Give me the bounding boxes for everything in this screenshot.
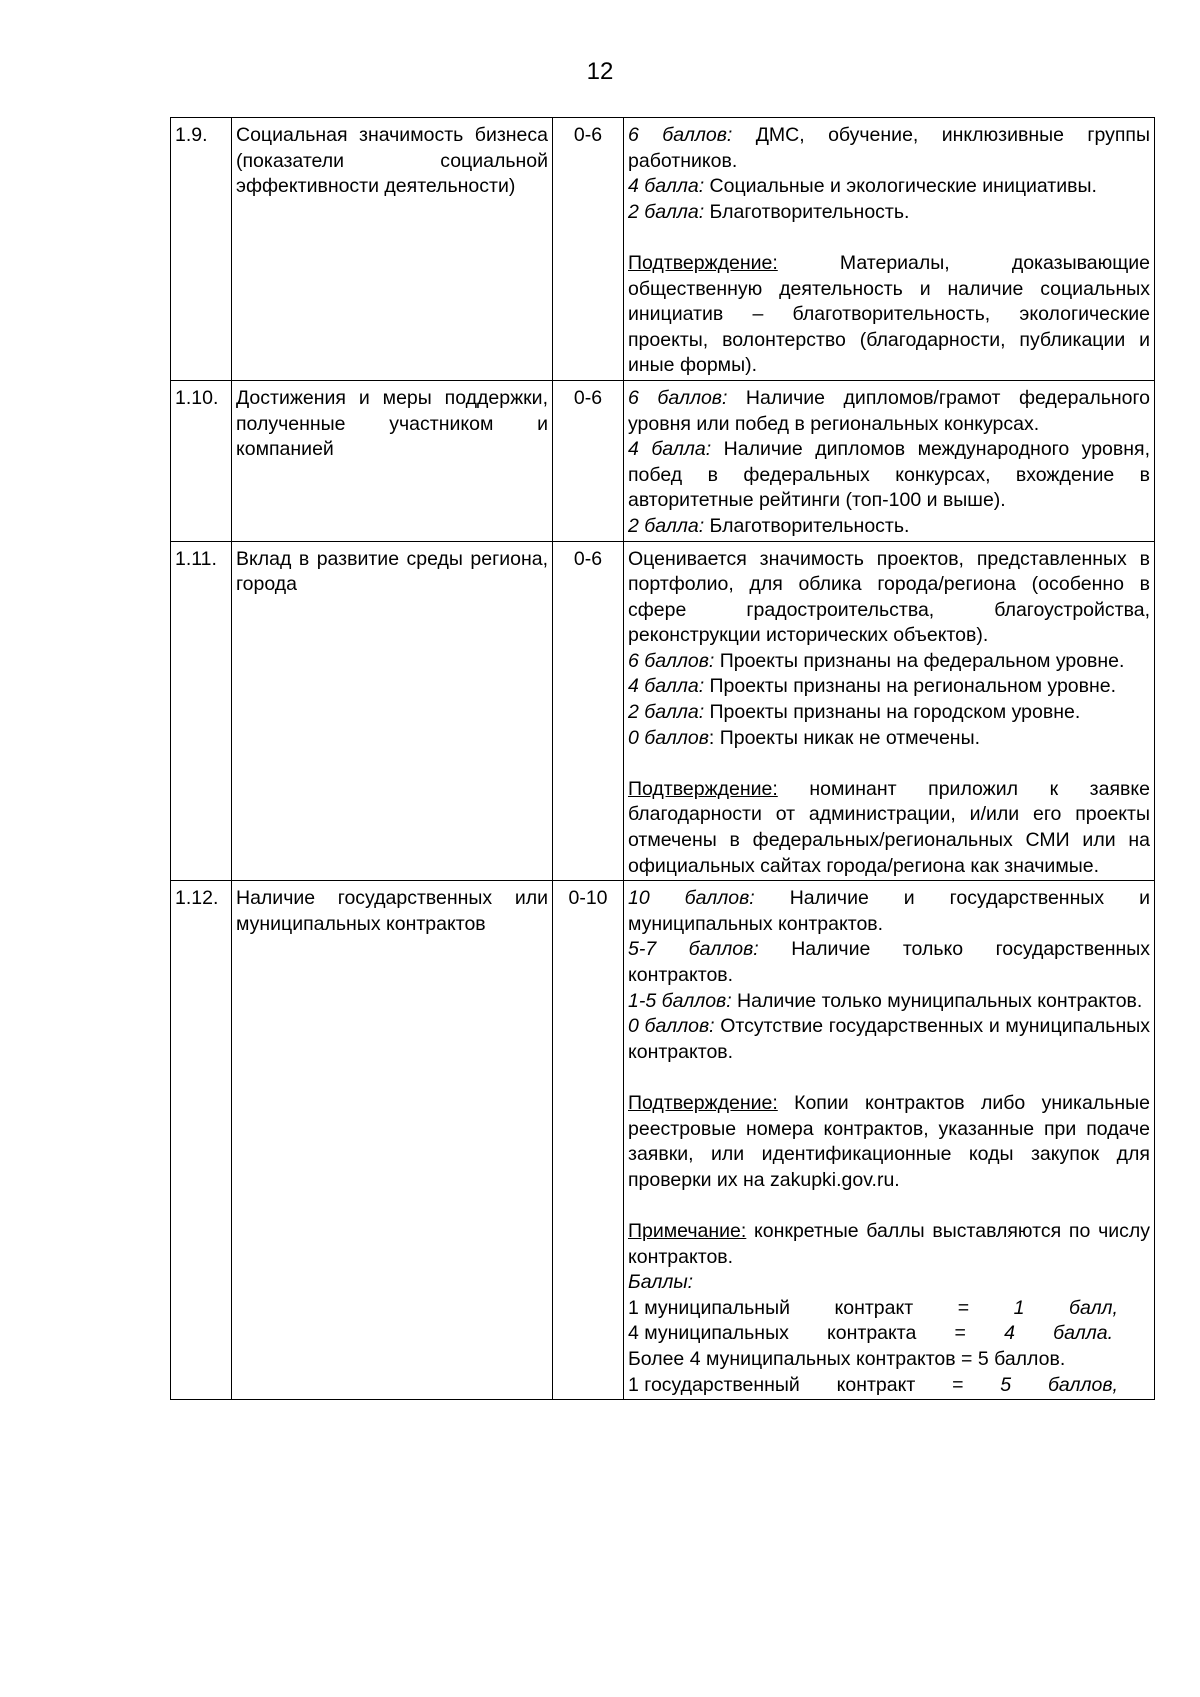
score-level: 4 балла: Проекты признаны на региональном уровне. xyxy=(628,675,1117,698)
table-row xyxy=(171,380,1155,541)
points-line: Более 4 муниципальных контрактов = 5 баллов. xyxy=(628,1347,1066,1370)
score-range: 0-6 xyxy=(553,118,624,381)
criterion-description xyxy=(624,881,1155,1400)
row-number: 1.9. xyxy=(171,118,232,381)
points-line: 1 муниципальный контракт = 1 балл, xyxy=(628,1296,1118,1319)
points-line: 4 муниципальных контракта = 4 балла. xyxy=(628,1322,1113,1345)
row-number: 1.12. xyxy=(171,881,232,1400)
page-number: 12 xyxy=(586,58,614,85)
score-level: 0 баллов: Проекты никак не отмечены. xyxy=(628,726,980,749)
score-level: 5-7 баллов: Наличие только государственных контрактов. xyxy=(628,938,1150,986)
row-number: 1.11. xyxy=(171,541,232,881)
criterion-name: Вклад в развитие среды региона, города xyxy=(232,541,553,881)
criterion-name: Достижения и меры поддержки, полученные участником и компанией xyxy=(232,380,553,541)
score-level: 0 баллов: Отсутствие государственных и муниципальных контрактов. xyxy=(628,1015,1150,1063)
criterion-description xyxy=(624,541,1155,881)
criterion-name: Наличие государственных или муниципальных контрактов xyxy=(232,881,553,1400)
score-level: 4 балла: Социальные и экологические инициативы. xyxy=(628,175,1097,198)
confirmation: Подтверждение: Материалы, доказывающие общественную деятельность и наличие социальных инициатив – благотворительность, экологические проекты, волонтерство (благодарности, публикации и иные формы). xyxy=(628,251,1150,377)
score-range: 0-6 xyxy=(553,541,624,881)
score-level: 2 балла: Благотворительность. xyxy=(628,200,910,223)
points-heading: Баллы: xyxy=(628,1271,694,1294)
intro-text: Оценивается значимость проектов, представленных в портфолио, для облика города/региона (особенно в сфере градостроительства, благоустройства, реконструкции исторических объектов). xyxy=(628,547,1150,647)
score-level: 1-5 баллов: Наличие только муниципальных контрактов. xyxy=(628,989,1143,1012)
table-row xyxy=(171,881,1155,1400)
table-row xyxy=(171,541,1155,881)
criterion-description xyxy=(624,380,1155,541)
score-level: 2 балла: Проекты признаны на городском уровне. xyxy=(628,701,1081,724)
score-range: 0-10 xyxy=(553,881,624,1400)
score-level: 6 баллов: Проекты признаны на федеральном уровне. xyxy=(628,649,1125,672)
confirmation: Подтверждение: номинант приложил к заявке благодарности от администрации, и/или его проекты отмечены в федеральных/региональных СМИ или на официальных сайтах города/региона как значимые. xyxy=(628,777,1150,877)
criteria-table xyxy=(170,117,1155,1400)
score-level: 2 балла: Благотворительность. xyxy=(628,514,910,537)
points-line: 1 государственный контракт = 5 баллов, xyxy=(628,1373,1118,1396)
score-level: 6 баллов: ДМС, обучение, инклюзивные группы работников. xyxy=(628,124,1151,172)
score-level: 6 баллов: Наличие дипломов/грамот федерального уровня или побед в региональных конкурсах. xyxy=(628,386,1150,435)
score-level: 10 баллов: Наличие и государственных и муниципальных контрактов. xyxy=(628,887,1150,935)
score-level: 4 балла: Наличие дипломов международного уровня, побед в федеральных конкурсах, вхождение в авторитетные рейтинги (топ-100 и выше). xyxy=(628,438,1151,512)
confirmation: Подтверждение: Копии контрактов либо уникальные реестровые номера контрактов, указанные при подаче заявки, или идентификационные коды закупок для проверки их на zakupki.gov.ru. xyxy=(628,1091,1150,1191)
note: Примечание: конкретные баллы выставляются по числу контрактов. xyxy=(628,1219,1150,1268)
table-row xyxy=(171,118,1155,381)
criterion-description xyxy=(624,118,1155,381)
score-range: 0-6 xyxy=(553,380,624,541)
row-number: 1.10. xyxy=(171,380,232,541)
criterion-name: Социальная значимость бизнеса (показатели социальной эффективности деятельности) xyxy=(232,118,553,381)
